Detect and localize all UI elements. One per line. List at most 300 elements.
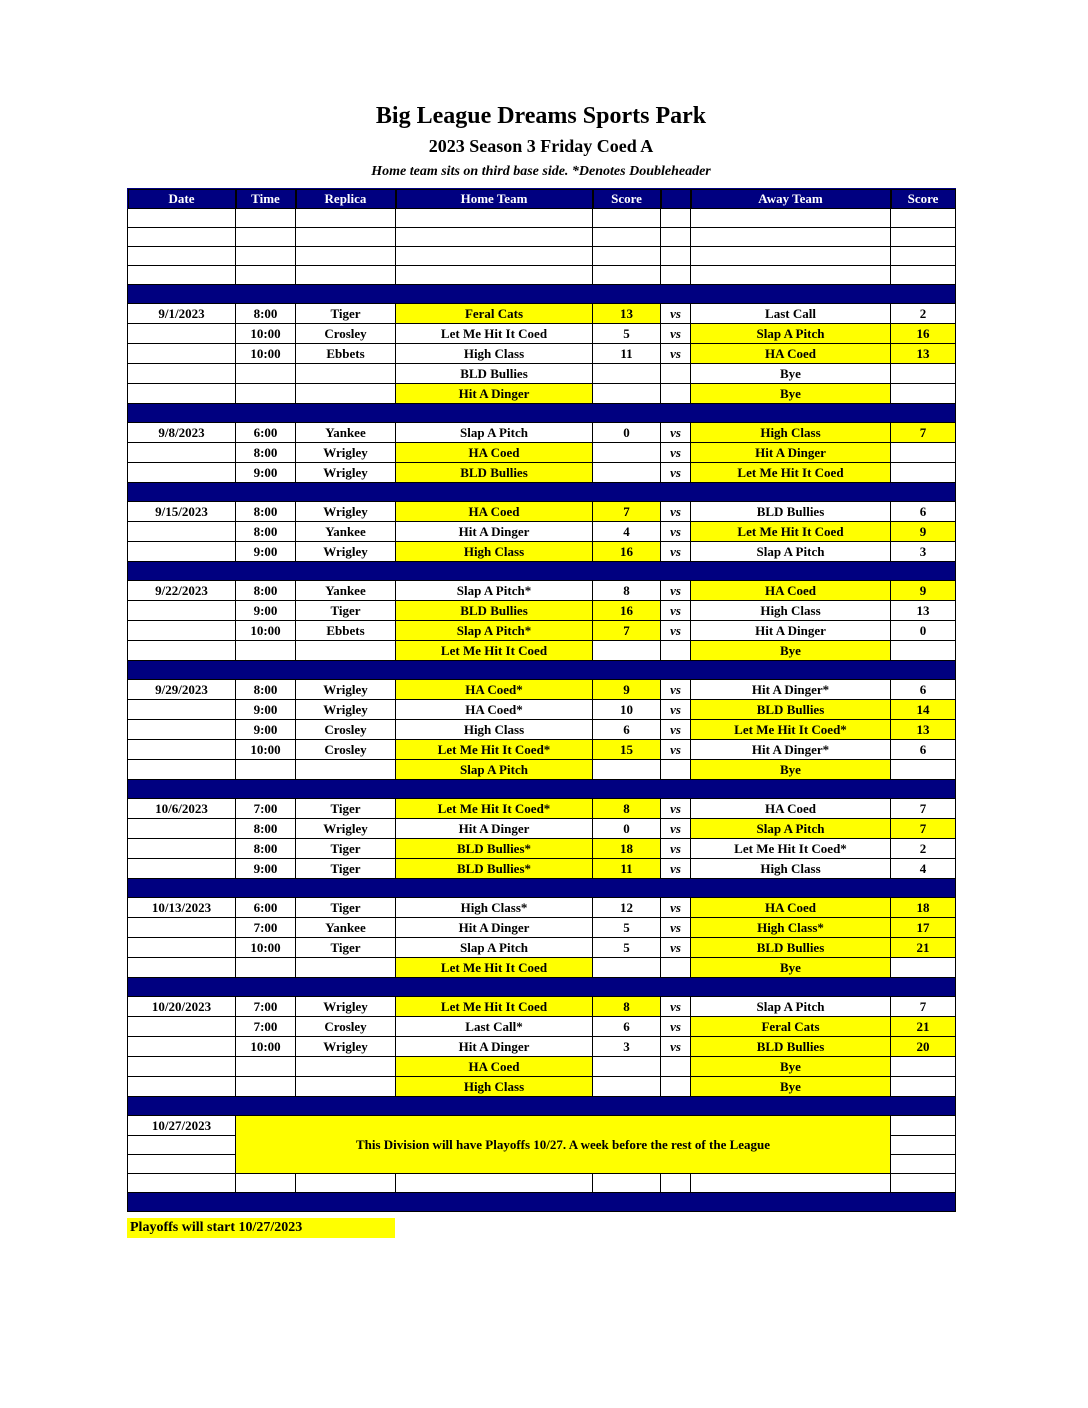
home-team-cell bbox=[396, 209, 593, 228]
replica-cell: Wrigley bbox=[296, 443, 396, 463]
vs-cell: vs bbox=[661, 859, 691, 879]
away-score-cell bbox=[891, 384, 956, 404]
home-team-note: Home team sits on third base side. *Denotes Doubleheader bbox=[371, 164, 711, 179]
col-header-away-team: Away Team bbox=[691, 189, 891, 209]
vs-cell bbox=[661, 1057, 691, 1077]
page-title: Big League Dreams Sports Park bbox=[375, 103, 707, 129]
time-cell bbox=[236, 958, 296, 978]
home-team-cell: HA Coed* bbox=[396, 700, 593, 720]
date-cell bbox=[128, 1136, 236, 1155]
replica-cell bbox=[296, 384, 396, 404]
time-cell: 8:00 bbox=[236, 819, 296, 839]
vs-cell: vs bbox=[661, 997, 691, 1017]
home-score-cell: 10 bbox=[593, 700, 661, 720]
away-team-cell: BLD Bullies bbox=[691, 938, 891, 958]
vs-cell: vs bbox=[661, 799, 691, 819]
home-score-cell: 8 bbox=[593, 997, 661, 1017]
away-team-cell: Slap A Pitch bbox=[691, 997, 891, 1017]
date-cell: 9/22/2023 bbox=[128, 581, 236, 601]
game-row bbox=[128, 839, 956, 859]
home-score-cell bbox=[593, 958, 661, 978]
game-row bbox=[128, 621, 956, 641]
replica-cell: Tiger bbox=[296, 859, 396, 879]
vs-cell: vs bbox=[661, 918, 691, 938]
home-score-cell bbox=[593, 1057, 661, 1077]
away-score-cell: 20 bbox=[891, 1037, 956, 1057]
replica-cell bbox=[296, 228, 396, 247]
time-cell: 7:00 bbox=[236, 918, 296, 938]
game-row bbox=[128, 898, 956, 918]
away-team-cell: Bye bbox=[691, 958, 891, 978]
home-score-cell: 6 bbox=[593, 720, 661, 740]
date-cell bbox=[128, 601, 236, 621]
game-row bbox=[128, 423, 956, 443]
home-score-cell bbox=[593, 209, 661, 228]
bye-row bbox=[128, 384, 956, 404]
time-cell: 9:00 bbox=[236, 700, 296, 720]
home-team-cell: BLD Bullies bbox=[396, 463, 593, 483]
date-cell: 9/15/2023 bbox=[128, 502, 236, 522]
col-header-away-score: Score bbox=[891, 189, 956, 209]
vs-cell: vs bbox=[661, 601, 691, 621]
time-cell: 7:00 bbox=[236, 997, 296, 1017]
date-cell: 9/8/2023 bbox=[128, 423, 236, 443]
date-cell bbox=[128, 819, 236, 839]
game-row bbox=[128, 740, 956, 760]
time-cell: 8:00 bbox=[236, 304, 296, 324]
home-team-cell: Hit A Dinger bbox=[396, 1037, 593, 1057]
home-team-cell: Hit A Dinger bbox=[396, 522, 593, 542]
home-team-cell: Slap A Pitch bbox=[396, 938, 593, 958]
separator-bar bbox=[128, 404, 956, 423]
date-cell bbox=[128, 720, 236, 740]
time-cell: 10:00 bbox=[236, 740, 296, 760]
vs-cell: vs bbox=[661, 1037, 691, 1057]
away-score-cell bbox=[891, 1174, 956, 1193]
game-row bbox=[128, 601, 956, 621]
time-cell: 8:00 bbox=[236, 502, 296, 522]
home-team-cell: Let Me Hit It Coed bbox=[396, 641, 593, 661]
replica-cell: Tiger bbox=[296, 601, 396, 621]
home-score-cell: 18 bbox=[593, 839, 661, 859]
replica-cell bbox=[296, 364, 396, 384]
col-header-home-score: Score bbox=[593, 189, 661, 209]
separator-bar bbox=[128, 661, 956, 680]
vs-cell bbox=[661, 364, 691, 384]
time-cell: 8:00 bbox=[236, 680, 296, 700]
replica-cell bbox=[296, 958, 396, 978]
replica-cell: Wrigley bbox=[296, 1037, 396, 1057]
home-team-cell: Hit A Dinger bbox=[396, 819, 593, 839]
vs-cell bbox=[661, 641, 691, 661]
replica-cell: Ebbets bbox=[296, 621, 396, 641]
away-team-cell: High Class bbox=[691, 859, 891, 879]
separator-row bbox=[128, 562, 956, 581]
time-cell bbox=[236, 364, 296, 384]
date-cell: 9/1/2023 bbox=[128, 304, 236, 324]
vs-cell bbox=[661, 228, 691, 247]
game-row bbox=[128, 700, 956, 720]
playoff-note-cell: This Division will have Playoffs 10/27. A week before the rest of the League bbox=[236, 1116, 891, 1174]
away-score-cell: 7 bbox=[891, 423, 956, 443]
away-team-cell: Bye bbox=[691, 384, 891, 404]
home-team-cell: HA Coed bbox=[396, 1057, 593, 1077]
replica-cell: Wrigley bbox=[296, 542, 396, 562]
home-team-cell: High Class bbox=[396, 344, 593, 364]
home-team-cell: HA Coed* bbox=[396, 680, 593, 700]
replica-cell bbox=[296, 1077, 396, 1097]
date-cell bbox=[128, 384, 236, 404]
date-cell: 10/13/2023 bbox=[128, 898, 236, 918]
away-team-cell bbox=[691, 228, 891, 247]
away-score-cell: 6 bbox=[891, 680, 956, 700]
vs-cell bbox=[661, 958, 691, 978]
game-row bbox=[128, 522, 956, 542]
home-team-cell: Slap A Pitch bbox=[396, 760, 593, 780]
empty-row bbox=[128, 209, 956, 228]
home-score-cell bbox=[593, 641, 661, 661]
away-team-cell bbox=[691, 247, 891, 266]
playoff-row bbox=[128, 1116, 956, 1136]
time-cell: 7:00 bbox=[236, 799, 296, 819]
home-team-cell bbox=[396, 247, 593, 266]
game-row bbox=[128, 859, 956, 879]
time-cell: 9:00 bbox=[236, 859, 296, 879]
date-cell bbox=[128, 760, 236, 780]
home-score-cell: 8 bbox=[593, 799, 661, 819]
home-score-cell: 13 bbox=[593, 304, 661, 324]
away-team-cell: Let Me Hit It Coed* bbox=[691, 720, 891, 740]
replica-cell bbox=[296, 209, 396, 228]
home-team-cell bbox=[396, 228, 593, 247]
date-cell bbox=[128, 364, 236, 384]
away-score-cell: 4 bbox=[891, 859, 956, 879]
date-cell bbox=[128, 1155, 236, 1174]
date-cell bbox=[128, 522, 236, 542]
home-score-cell: 12 bbox=[593, 898, 661, 918]
game-row bbox=[128, 938, 956, 958]
col-header-time: Time bbox=[236, 189, 296, 209]
replica-cell: Wrigley bbox=[296, 502, 396, 522]
game-row bbox=[128, 997, 956, 1017]
away-team-cell: Let Me Hit It Coed* bbox=[691, 839, 891, 859]
home-score-cell: 7 bbox=[593, 502, 661, 522]
home-score-cell: 5 bbox=[593, 918, 661, 938]
home-team-cell: High Class bbox=[396, 720, 593, 740]
away-team-cell: Let Me Hit It Coed bbox=[691, 463, 891, 483]
date-cell bbox=[128, 463, 236, 483]
game-row bbox=[128, 819, 956, 839]
separator-bar bbox=[128, 879, 956, 898]
replica-cell: Wrigley bbox=[296, 819, 396, 839]
away-score-cell bbox=[891, 443, 956, 463]
vs-cell bbox=[661, 247, 691, 266]
time-cell: 10:00 bbox=[236, 344, 296, 364]
replica-cell: Ebbets bbox=[296, 344, 396, 364]
away-score-cell bbox=[891, 958, 956, 978]
home-score-cell bbox=[593, 760, 661, 780]
playoffs-footer: Playoffs will start 10/27/2023 bbox=[127, 1218, 395, 1238]
schedule-body bbox=[128, 189, 956, 1212]
away-score-cell: 16 bbox=[891, 324, 956, 344]
schedule-table bbox=[127, 188, 956, 1212]
separator-row bbox=[128, 780, 956, 799]
game-row bbox=[128, 542, 956, 562]
home-team-cell bbox=[396, 266, 593, 285]
replica-cell: Yankee bbox=[296, 423, 396, 443]
home-score-cell: 6 bbox=[593, 1017, 661, 1037]
home-score-cell: 11 bbox=[593, 344, 661, 364]
home-score-cell bbox=[593, 1077, 661, 1097]
away-score-cell: 2 bbox=[891, 839, 956, 859]
separator-row bbox=[128, 879, 956, 898]
date-cell bbox=[128, 443, 236, 463]
table-header-row bbox=[128, 189, 956, 209]
vs-cell bbox=[661, 760, 691, 780]
vs-cell bbox=[661, 384, 691, 404]
time-cell: 6:00 bbox=[236, 898, 296, 918]
away-score-cell bbox=[891, 1155, 956, 1174]
home-team-cell: BLD Bullies bbox=[396, 601, 593, 621]
home-score-cell bbox=[593, 266, 661, 285]
home-score-cell bbox=[593, 247, 661, 266]
time-cell: 10:00 bbox=[236, 324, 296, 344]
home-score-cell: 7 bbox=[593, 621, 661, 641]
col-header-replica: Replica bbox=[296, 189, 396, 209]
home-team-cell: Slap A Pitch bbox=[396, 423, 593, 443]
replica-cell: Wrigley bbox=[296, 680, 396, 700]
vs-cell bbox=[661, 1077, 691, 1097]
date-cell: 9/29/2023 bbox=[128, 680, 236, 700]
home-score-cell: 11 bbox=[593, 859, 661, 879]
home-score-cell: 16 bbox=[593, 601, 661, 621]
home-score-cell: 15 bbox=[593, 740, 661, 760]
home-score-cell bbox=[593, 364, 661, 384]
date-cell bbox=[128, 918, 236, 938]
separator-row bbox=[128, 1193, 956, 1212]
vs-cell: vs bbox=[661, 898, 691, 918]
vs-cell bbox=[661, 209, 691, 228]
home-team-cell: Let Me Hit It Coed bbox=[396, 324, 593, 344]
date-cell bbox=[128, 839, 236, 859]
away-score-cell: 21 bbox=[891, 1017, 956, 1037]
away-score-cell: 6 bbox=[891, 740, 956, 760]
replica-cell: Yankee bbox=[296, 522, 396, 542]
date-cell bbox=[128, 266, 236, 285]
replica-cell bbox=[296, 1057, 396, 1077]
away-score-cell bbox=[891, 228, 956, 247]
away-score-cell: 3 bbox=[891, 542, 956, 562]
time-cell: 8:00 bbox=[236, 522, 296, 542]
replica-cell bbox=[296, 1174, 396, 1193]
time-cell: 9:00 bbox=[236, 542, 296, 562]
vs-cell: vs bbox=[661, 680, 691, 700]
vs-cell: vs bbox=[661, 423, 691, 443]
home-team-cell bbox=[396, 1174, 593, 1193]
vs-cell: vs bbox=[661, 443, 691, 463]
home-team-cell: Let Me Hit It Coed bbox=[396, 997, 593, 1017]
home-team-cell: BLD Bullies* bbox=[396, 839, 593, 859]
vs-cell bbox=[661, 1174, 691, 1193]
away-score-cell: 6 bbox=[891, 502, 956, 522]
away-team-cell: BLD Bullies bbox=[691, 1037, 891, 1057]
game-row bbox=[128, 304, 956, 324]
bye-row bbox=[128, 641, 956, 661]
away-team-cell: Let Me Hit It Coed bbox=[691, 522, 891, 542]
home-score-cell: 8 bbox=[593, 581, 661, 601]
away-score-cell bbox=[891, 1077, 956, 1097]
date-cell bbox=[128, 209, 236, 228]
vs-cell: vs bbox=[661, 839, 691, 859]
away-team-cell: HA Coed bbox=[691, 344, 891, 364]
game-row bbox=[128, 1017, 956, 1037]
away-team-cell: Bye bbox=[691, 760, 891, 780]
replica-cell: Yankee bbox=[296, 581, 396, 601]
separator-row bbox=[128, 483, 956, 502]
vs-cell: vs bbox=[661, 324, 691, 344]
game-row bbox=[128, 799, 956, 819]
separator-row bbox=[128, 661, 956, 680]
home-score-cell: 5 bbox=[593, 938, 661, 958]
away-team-cell: HA Coed bbox=[691, 581, 891, 601]
game-row bbox=[128, 720, 956, 740]
home-score-cell: 5 bbox=[593, 324, 661, 344]
col-header-vs bbox=[661, 189, 691, 209]
separator-row bbox=[128, 978, 956, 997]
time-cell: 10:00 bbox=[236, 938, 296, 958]
game-row bbox=[128, 344, 956, 364]
game-row bbox=[128, 581, 956, 601]
away-team-cell: Bye bbox=[691, 641, 891, 661]
date-cell bbox=[128, 1037, 236, 1057]
separator-row bbox=[128, 404, 956, 423]
date-cell: 10/27/2023 bbox=[128, 1116, 236, 1136]
game-row bbox=[128, 680, 956, 700]
away-score-cell: 7 bbox=[891, 819, 956, 839]
game-row bbox=[128, 1037, 956, 1057]
vs-cell: vs bbox=[661, 1017, 691, 1037]
away-score-cell: 0 bbox=[891, 621, 956, 641]
away-team-cell: HA Coed bbox=[691, 799, 891, 819]
vs-cell: vs bbox=[661, 700, 691, 720]
vs-cell bbox=[661, 266, 691, 285]
home-score-cell: 9 bbox=[593, 680, 661, 700]
time-cell: 9:00 bbox=[236, 720, 296, 740]
home-score-cell: 0 bbox=[593, 819, 661, 839]
home-team-cell: HA Coed bbox=[396, 443, 593, 463]
replica-cell: Tiger bbox=[296, 304, 396, 324]
col-header-home-team: Home Team bbox=[396, 189, 593, 209]
home-team-cell: BLD Bullies bbox=[396, 364, 593, 384]
vs-cell: vs bbox=[661, 740, 691, 760]
away-score-cell bbox=[891, 1057, 956, 1077]
empty-row bbox=[128, 266, 956, 285]
time-cell bbox=[236, 1174, 296, 1193]
home-team-cell: HA Coed bbox=[396, 502, 593, 522]
separator-bar bbox=[128, 483, 956, 502]
vs-cell: vs bbox=[661, 502, 691, 522]
home-team-cell: Slap A Pitch* bbox=[396, 581, 593, 601]
away-score-cell: 14 bbox=[891, 700, 956, 720]
time-cell: 10:00 bbox=[236, 621, 296, 641]
bye-row bbox=[128, 364, 956, 384]
away-team-cell: BLD Bullies bbox=[691, 700, 891, 720]
home-team-cell: Hit A Dinger bbox=[396, 384, 593, 404]
replica-cell: Yankee bbox=[296, 918, 396, 938]
away-score-cell bbox=[891, 1116, 956, 1136]
home-team-cell: Let Me Hit It Coed bbox=[396, 958, 593, 978]
replica-cell: Tiger bbox=[296, 898, 396, 918]
vs-cell: vs bbox=[661, 522, 691, 542]
away-team-cell: Hit A Dinger bbox=[691, 621, 891, 641]
home-score-cell: 4 bbox=[593, 522, 661, 542]
away-team-cell: Feral Cats bbox=[691, 1017, 891, 1037]
replica-cell: Wrigley bbox=[296, 997, 396, 1017]
away-team-cell: Bye bbox=[691, 1057, 891, 1077]
away-team-cell: High Class* bbox=[691, 918, 891, 938]
away-score-cell: 7 bbox=[891, 997, 956, 1017]
date-cell bbox=[128, 641, 236, 661]
home-team-cell: Feral Cats bbox=[396, 304, 593, 324]
replica-cell bbox=[296, 760, 396, 780]
document-header bbox=[127, 0, 955, 180]
away-score-cell bbox=[891, 760, 956, 780]
away-team-cell: Slap A Pitch bbox=[691, 324, 891, 344]
game-row bbox=[128, 463, 956, 483]
date-cell bbox=[128, 1174, 236, 1193]
home-team-cell: High Class bbox=[396, 1077, 593, 1097]
date-cell bbox=[128, 324, 236, 344]
bye-row bbox=[128, 1077, 956, 1097]
time-cell: 10:00 bbox=[236, 1037, 296, 1057]
replica-cell: Crosley bbox=[296, 1017, 396, 1037]
away-team-cell: Hit A Dinger* bbox=[691, 680, 891, 700]
empty-row bbox=[128, 247, 956, 266]
home-team-cell: Let Me Hit It Coed* bbox=[396, 740, 593, 760]
time-cell bbox=[236, 1057, 296, 1077]
date-cell bbox=[128, 958, 236, 978]
away-score-cell: 17 bbox=[891, 918, 956, 938]
away-score-cell bbox=[891, 209, 956, 228]
empty-row bbox=[128, 228, 956, 247]
away-score-cell: 7 bbox=[891, 799, 956, 819]
replica-cell bbox=[296, 641, 396, 661]
replica-cell bbox=[296, 247, 396, 266]
vs-cell: vs bbox=[661, 819, 691, 839]
away-team-cell bbox=[691, 1174, 891, 1193]
home-score-cell bbox=[593, 443, 661, 463]
date-cell bbox=[128, 247, 236, 266]
game-row bbox=[128, 502, 956, 522]
time-cell: 7:00 bbox=[236, 1017, 296, 1037]
separator-row bbox=[128, 285, 956, 304]
away-team-cell: Hit A Dinger* bbox=[691, 740, 891, 760]
game-row bbox=[128, 443, 956, 463]
separator-bar bbox=[128, 978, 956, 997]
replica-cell: Wrigley bbox=[296, 700, 396, 720]
time-cell: 8:00 bbox=[236, 581, 296, 601]
away-team-cell: HA Coed bbox=[691, 898, 891, 918]
vs-cell: vs bbox=[661, 304, 691, 324]
date-cell bbox=[128, 344, 236, 364]
away-score-cell: 13 bbox=[891, 601, 956, 621]
time-cell bbox=[236, 247, 296, 266]
game-row bbox=[128, 918, 956, 938]
away-score-cell bbox=[891, 641, 956, 661]
home-team-cell: BLD Bullies* bbox=[396, 859, 593, 879]
separator-bar bbox=[128, 562, 956, 581]
home-team-cell: High Class* bbox=[396, 898, 593, 918]
